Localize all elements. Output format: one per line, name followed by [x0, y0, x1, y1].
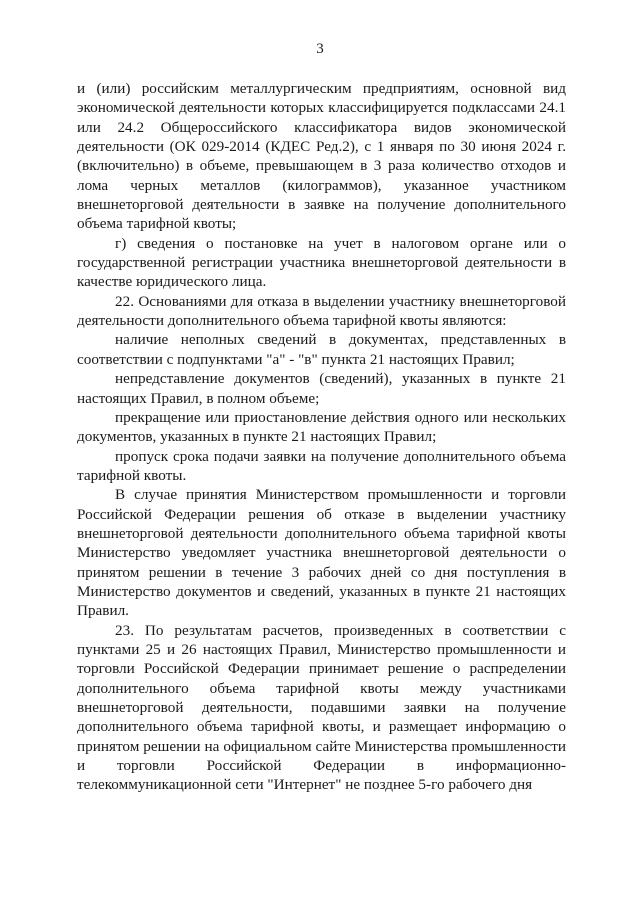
paragraph-continuation: и (или) российским металлургическим предприятиям, основной вид экономической деятельности которых классифицируется подклассами 24.1 или 24.2 Общероссийского классификатора видов экономической деятельности (ОК 029-2014 (КДЕС Ред.2), с 1 января по 30 июня 2024 г. (включительно) в объеме, превышающем в 3 раза количество отходов и лома черных металлов (килограммов), указанное участником внешнеторговой деятельности в заявке на получение дополнительного объема тарифной квоты; — [77, 80, 566, 233]
paragraph-refusal-notice: В случае принятия Министерством промышленности и торговли Российской Федерации решения об отказе в выделении участнику внешнеторговой деятельности дополнительного объема тарифной квоты Министерство уведомляет участника внешнеторговой деятельности о принятом решении в течение 3 рабочих дней со дня поступления в Министерство документов и сведений, указанных в пункте 21 настоящих Правил. — [77, 486, 566, 620]
page-number: 3 — [316, 41, 324, 57]
paragraph-reason-incomplete: наличие неполных сведений в документах, представленных в соответствии с подпунктами "а" - "в" пункта 21 настоящих Правил; — [77, 331, 566, 368]
paragraph-23: 23. По результатам расчетов, произведенных в соответствии с пунктами 25 и 26 настоящих Правил, Министерство промышленности и торговли Российской Федерации принимает решение о распределении дополнительного объема тарифной квоты между участниками внешнеторговой деятельности, подавшими заявки на получение дополнительного объема тарифной квоты, и размещает информацию о принятом решении на официальном сайте Министерства промышленности и торговли Российской Федерации в информационно-телекоммуникационной сети "Интернет" не позднее 5-го рабочего дня — [77, 621, 566, 794]
document-body — [77, 79, 566, 795]
paragraph-reason-deadline: пропуск срока подачи заявки на получение дополнительного объема тарифной квоты. — [77, 447, 566, 484]
paragraph-22: 22. Основаниями для отказа в выделении участнику внешнеторговой деятельности дополнительного объема тарифной квоты являются: — [77, 292, 566, 330]
paragraph-reason-not-submitted: непредставление документов (сведений), указанных в пункте 21 настоящих Правил, в полном объеме; — [77, 370, 566, 407]
paragraph-item-g: г) сведения о постановке на учет в налоговом органе или о государственной регистрации участника внешнеторговой деятельности в качестве юридического лица. — [77, 234, 566, 291]
paragraph-reason-terminated: прекращение или приостановление действия одного или нескольких документов, указанных в пункте 21 настоящих Правил; — [77, 408, 566, 446]
